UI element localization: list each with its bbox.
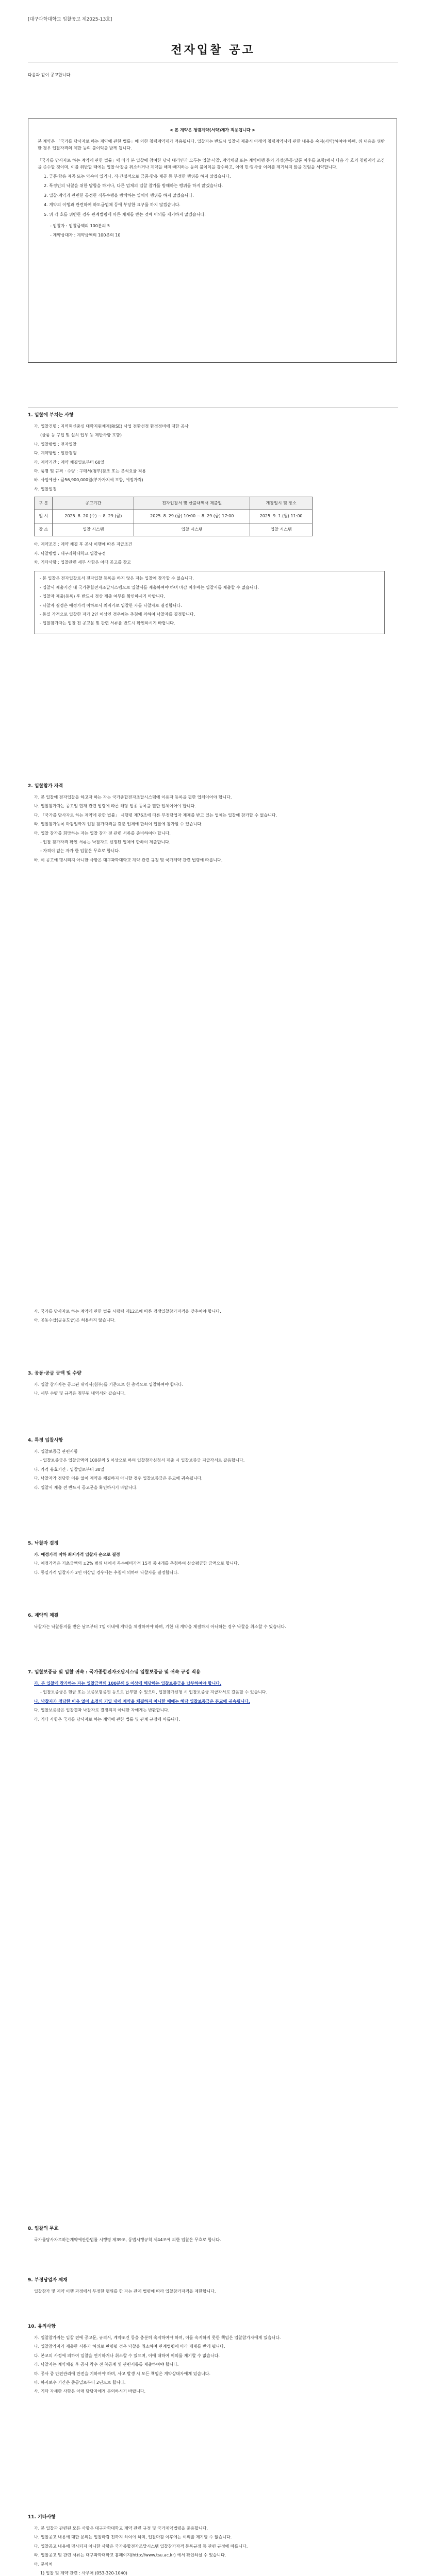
schedule-header: 개찰일시 및 장소 (250, 497, 313, 510)
s6-item-a: 낙찰자는 낙찰통지를 받은 날로부터 7일 이내에 계약을 체결하여야 하며, 기한 내 계약을 체결하지 아니하는 경우 낙찰을 취소할 수 있습니다. (34, 1624, 286, 1629)
s11-item-a: 가. 본 입찰과 관련된 모든 사항은 대구과학대학교 계약 관련 규정 및 국가계약법령을 준용합니다. (34, 2526, 208, 2531)
s11-item-e: 마. 문의처 (34, 2562, 53, 2567)
schedule-header: 전자입찰서 및 산출내역서 제출일 (134, 497, 250, 510)
section-divider (28, 407, 398, 408)
s2-item-e: 마. 입찰 참가를 희망하는 자는 입찰 참가 전 관련 서류를 준비하여야 합니다. (34, 831, 171, 836)
section-10-title: 10. 유의사항 (28, 2324, 56, 2329)
s10-item-e: 마. 공사 중 안전관리에 만전을 기하여야 하며, 사고 발생 시 모든 책임은 계약상대자에게 있습니다. (34, 2371, 211, 2376)
section-6 (28, 1613, 397, 1633)
s10-item-a: 가. 입찰참가자는 입찰 전에 공고문, 규격서, 계약조건 등을 충분히 숙지하여야 하며, 이를 숙지하지 못한 책임은 입찰참가자에게 있습니다. (34, 2335, 281, 2340)
schedule-cell: 입찰 시스템 (53, 523, 134, 536)
s2b-item-b: 아. 공동수급(공동도급)은 허용하지 않습니다. (34, 1318, 116, 1323)
section-6-title: 6. 계약의 체결 (28, 1613, 59, 1618)
schedule-cell: 입찰 시스템 (250, 523, 313, 536)
s7-item-b: - 입찰보증금은 현금 또는 보증보험증권 등으로 납부할 수 있으며, 입찰참가신청 시 입찰보증금 지급각서로 갈음할 수 있습니다. (40, 1690, 268, 1695)
schedule-cell: 2025. 8. 29.(금) 10:00 ~ 8. 29.(금) 17:00 (134, 510, 250, 523)
s2-item-a: 가. 본 입찰에 전자입찰을 하고자 하는 자는 국가종합전자조달시스템에 이용자 등록을 필한 업체이어야 합니다. (34, 794, 232, 800)
section-8 (28, 2226, 397, 2246)
notice-item-5: 5. 위 각 호를 위반한 경우 관계법령에 따른 제재를 받는 것에 이의를 제기하지 않겠습니다. (44, 212, 206, 217)
s1-item-f: 바. 사업예산 : 금56,900,000원(부가가치세 포함, 예정가격) (34, 478, 143, 483)
section-2 (28, 783, 397, 866)
page-title: 전자입찰 공고 (171, 44, 255, 57)
note-line: - 입찰자 제출(등록) 후 반드시 정상 제출 여부를 확인하시기 바랍니다. (40, 594, 166, 599)
s1-item-e: 마. 품명 및 규격 · 수량 : 구매서(첨부)참조 또는 분석요율 적용 (34, 468, 146, 473)
notice-item-4: 4. 계약의 이행과 관련하여 하도급업체 등에 부당한 요구를 하지 않겠습니다. (44, 202, 181, 208)
s1-item-h: 아. 계약조건 : 계약 체결 후 공사 이행에 따른 지급조건 (34, 542, 133, 547)
notice-item-1: 1. 금품·향응 제공 또는 약속이 있거나, 직·간접적으로 금품·향응 제공 등 부정한 행위를 하지 않겠습니다. (44, 174, 231, 179)
section-4 (28, 1437, 397, 1494)
s10-item-c: 다. 본교의 사정에 의하여 입찰을 연기하거나 취소할 수 있으며, 이에 대하여 이의를 제기할 수 없습니다. (34, 2353, 220, 2358)
note-line: - 입찰참가자는 입찰 전 공고문 및 관련 서류를 반드시 확인하시기 바랍니다. (40, 621, 175, 626)
s1-item-c: 다. 계약방법 : 일반경쟁 (34, 451, 77, 456)
s5-item-c: 다. 동일가격 입찰자가 2인 이상일 경우에는 추첨에 의하여 낙찰자를 결정합니다. (34, 1570, 179, 1575)
section-5 (28, 1540, 397, 1579)
s7-highlight-2: 나. 낙찰자가 정당한 이유 없이 소정의 기일 내에 계약을 체결하지 아니한 때에는 해당 입찰보증금은 본교에 귀속됩니다. (34, 1699, 250, 1704)
schedule-table (34, 497, 313, 536)
s2-item-d: 라. 입찰참가등록 마감일까지 입찰 참가자격을 갖춘 업체에 한하여 입찰에 참가할 수 있습니다. (34, 822, 203, 827)
integrity-notice-box (28, 118, 397, 363)
s11-item-d: 라. 입찰공고 및 관련 서류는 대구과학대학교 홈페이지(http://www.tsu.ac.kr) 에서 확인하실 수 있습니다. (34, 2553, 226, 2558)
section-2-continued (28, 1309, 397, 1327)
section-7 (28, 1669, 397, 1725)
section-1 (28, 412, 397, 639)
s9-item-a: 입찰참가 및 계약 이행 과정에서 부정한 행위를 한 자는 관계 법령에 따라 입찰참가자격을 제한합니다. (34, 2289, 216, 2294)
s4-item-a: 가. 입찰보증금 관련사항 (34, 1449, 78, 1454)
schedule-cell: 입찰 시스템 (134, 523, 250, 536)
section-3-title: 3. 공동·공급 금액 및 수량 (28, 1371, 81, 1376)
note-line: - 본 입찰은 전자입찰로서 전자입찰 등록을 하지 않은 자는 입찰에 참가할 수 없습니다. (40, 576, 194, 581)
s1-item-a2: (물품 등 구입 및 설치 업무 등 제반사항 포함) (40, 433, 122, 438)
schedule-cell: 2025. 8. 20.(수) ~ 8. 29.(금) (53, 510, 134, 523)
s5-item-b: 나. 예정가격은 기초금액의 ±2% 범위 내에서 복수예비가격 15개 중 4개를 추첨하여 산술평균한 금액으로 합니다. (34, 1561, 239, 1566)
s7-item-e: 라. 기타 사항은 국가를 당사자로 하는 계약에 관한 법률 및 관계 규정에 따릅니다. (34, 1717, 180, 1722)
intro-text: 다음과 같이 공고합니다. (28, 73, 72, 77)
s11-item-b: 나. 입찰공고 내용에 대한 문의는 입찰마감 전까지 하여야 하며, 입찰마감 이후에는 이의를 제기할 수 없습니다. (34, 2535, 232, 2540)
s2b-item-a: 사. 국가를 당사자로 하는 계약에 관한 법률 시행령 제12조에 따른 경쟁입찰참가자격을 갖추어야 합니다. (34, 1309, 221, 1314)
notice-sanction-1: - 입찰자 : 입찰금액의 100분의 5 (50, 223, 110, 228)
s11-contact-1: 1) 입찰 및 계약 관련 : 사무처 (053-320-1040) (40, 2570, 127, 2575)
s1-item-b: 나. 입찰방법 : 전자입찰 (34, 442, 77, 447)
note-line: - 입찰서 제출기간 내 국가종합전자조달시스템으로 입찰서를 제출하여야 하며 마감 이후에는 입찰서를 제출할 수 없습니다. (40, 585, 259, 590)
note-line: - 낙찰자 결정은 예정가격 이하로서 최저가로 입찰한 자를 낙찰자로 결정합니다. (40, 603, 182, 608)
s1-item-g: 사. 입찰일정 (34, 486, 57, 492)
section-7-title: 7. 입찰보증금 및 입찰 귀속 : 국가종합전자조달시스템 입찰보증금 및 귀속 규정 적용 (28, 1670, 201, 1675)
s7-highlight: 가. 본 입찰에 참가하는 자는 입찰금액의 100분의 5 이상에 해당하는 입찰보증금을 납부하여야 합니다. (34, 1681, 222, 1686)
section-4-title: 4. 특정 입찰사항 (28, 1438, 63, 1443)
table-row (35, 523, 313, 536)
s1-item-d: 라. 계약기간 : 계약 체결일로부터 60일 (34, 460, 105, 465)
s5-item-a: 가. 예정가격 이하 최저가격 입찰자 순으로 결정 (34, 1552, 120, 1557)
notice-item-3: 3. 입찰·계약과 관련한 공정한 직무수행을 방해하는 일체의 행위를 하지 않겠습니다. (44, 193, 194, 198)
schedule-cell: 장 소 (35, 523, 53, 536)
section-11-title: 11. 기타사항 (28, 2515, 56, 2520)
s4-item-c: 나. 가격 유효기간 : 입찰일로부터 30일 (34, 1467, 105, 1472)
notice-reference: [대구과학대학교 입찰공고 제2025-13호] (28, 17, 112, 22)
s3-item-a: 가. 입찰 참가자는 공고된 내역서(첨부)를 기준으로 한 총액으로 입찰하여야 합니다. (34, 1382, 184, 1387)
s7-item-d: 다. 입찰보증금은 입찰결과 낙찰자로 결정되지 아니한 자에게는 반환합니다. (34, 1708, 170, 1713)
section-10 (28, 2324, 397, 2398)
s2-item-c: 다. 「국가를 당사자로 하는 계약에 관한 법률」 시행령 제76조에 따른 부정당업자 제재를 받고 있는 업체는 입찰에 참가할 수 없습니다. (34, 812, 277, 818)
section-11 (28, 2514, 397, 2576)
section-5-title: 5. 낙찰자 결정 (28, 1541, 59, 1546)
notice-paragraph-1: 본 계약은 「국가를 당사자로 하는 계약에 관한 법률」에 의한 청렴계약제가 적용됩니다. 입찰자는 반드시 입찰서 제출시 아래의 청렴계약서에 관한 내용을 숙지(서약)하여야 하며, 위 내용을 위반한 경우 입찰자격의 제한 등의 불이익을 받게 됩니다. (38, 139, 385, 150)
s10-item-g: 사. 기타 자세한 사항은 아래 담당자에게 문의하시기 바랍니다. (34, 2389, 146, 2394)
s1-item-a: 가. 입찰건명 : 지역혁신중심 대학지원체계(RISE) 사업 전환선정 환경정비에 대한 공사 (34, 423, 189, 429)
s4-item-d: 다. 낙찰자가 정당한 이유 없이 계약을 체결하지 아니할 경우 입찰보증금은 본교에 귀속됩니다. (34, 1476, 203, 1481)
section-3 (28, 1370, 397, 1400)
s2-item-h: 바. 이 공고에 명시되지 아니한 사항은 대구과학대학교 계약 관련 규정 및 국가계약 관련 법령에 따릅니다. (34, 857, 223, 862)
note-line: - 동일 가격으로 입찰한 자가 2인 이상인 경우에는 추첨에 의하여 낙찰자를 결정합니다. (40, 612, 195, 617)
section-2-title: 2. 입찰참가 자격 (28, 784, 63, 789)
schedule-header: 공고기간 (53, 497, 134, 510)
section-9 (28, 2277, 397, 2297)
s2-item-f: - 입찰 참가자격 확인 서류는 낙찰자로 선정된 업체에 한하여 제출합니다. (40, 839, 171, 844)
s7-item-a (28, 1681, 397, 1687)
s8-item-a: 국가를당사자로하는계약에관한법률 시행령 제39조, 동법시행규칙 제44조에 의한 입찰은 무효로 합니다. (34, 2237, 221, 2242)
schedule-cell: 일 시 (35, 510, 53, 523)
s10-item-b: 나. 입찰참가자가 제출한 서류가 허위로 판명될 경우 낙찰을 취소하며 관계법령에 따라 제재를 받게 됩니다. (34, 2344, 225, 2349)
s1-item-j: 차. 기타사항 : 입찰관련 세부 사항은 아래 공고를 참고 (34, 560, 131, 565)
s4-item-e: 라. 입찰서 제출 전 반드시 공고문을 확인하시기 바랍니다. (34, 1485, 138, 1490)
s11-item-c: 다. 입찰공고 내용에 명시되지 아니한 사항은 국가종합전자조달시스템 입찰참가자격 등록규정 등 관련 규정에 따릅니다. (34, 2544, 248, 2549)
notice-paragraph-2: 「국가를 당사자로 하는 계약에 관한 법률」에 따라 본 입찰에 참여한 당사 대리인과 모두는 입찰·낙찰, 계약체결 또는 계약이행 등의 과정(준공·납품 이후를 포함)에서 다음 각 호의 청렴계약 조건을 준수할 것이며, 이를 위반할 때에는 입찰·낙찰을 취소하거나 계약을 해제·해지하는 등의 불이익을 감수하고, 이에 민·형사상 이의를 제기하지 않을 것임을 서약합니다. (38, 158, 385, 170)
schedule-header: 구 분 (35, 497, 53, 510)
s1-item-i: 자. 낙찰방법 : 대구과학대학교 입찰규정 (34, 551, 106, 556)
s3-item-b: 나. 세부 수량 및 규격은 첨부된 내역서와 같습니다. (34, 1391, 126, 1396)
schedule-cell: 2025. 9. 1.(월) 11:00 (250, 510, 313, 523)
s10-item-f: 바. 하자보수 기간은 준공일로부터 2년으로 합니다. (34, 2380, 126, 2385)
s2-item-g: - 자격이 없는 자가 한 입찰은 무효로 합니다. (40, 849, 120, 854)
s4-item-b: - 입찰보증금은 입찰금액의 100분의 5 이상으로 하며 입찰참가신청서 제출 시 입찰보증금 지급각서로 갈음합니다. (40, 1458, 245, 1463)
bidding-note-box (34, 571, 385, 634)
notice-sanction-2: - 계약상대자 : 계약금액의 100분의 10 (50, 233, 121, 238)
s7-item-c (28, 1699, 397, 1705)
section-9-title: 9. 부정당업자 제재 (28, 2278, 68, 2283)
section-8-title: 8. 입찰의 무효 (28, 2226, 59, 2231)
notice-heading: < 본 계약은 청렴계약(서약)제가 적용됩니다 > (169, 128, 256, 132)
table-row (35, 510, 313, 523)
notice-item-2: 2. 특정인의 낙찰을 위한 담합을 하거나, 다른 업체의 입찰 참가를 방해하는 행위를 하지 않겠습니다. (44, 183, 223, 189)
s10-item-d: 라. 낙찰자는 계약체결 후 공사 착수 전 착공계 및 관련서류를 제출하여야 합니다. (34, 2362, 179, 2367)
section-1-title: 1. 입찰에 부치는 사항 (28, 413, 74, 418)
s2-item-b: 나. 입찰참가자는 공고일 현재 관련 법령에 따른 해당 업종 등록을 필한 업체이어야 합니다. (34, 804, 196, 809)
